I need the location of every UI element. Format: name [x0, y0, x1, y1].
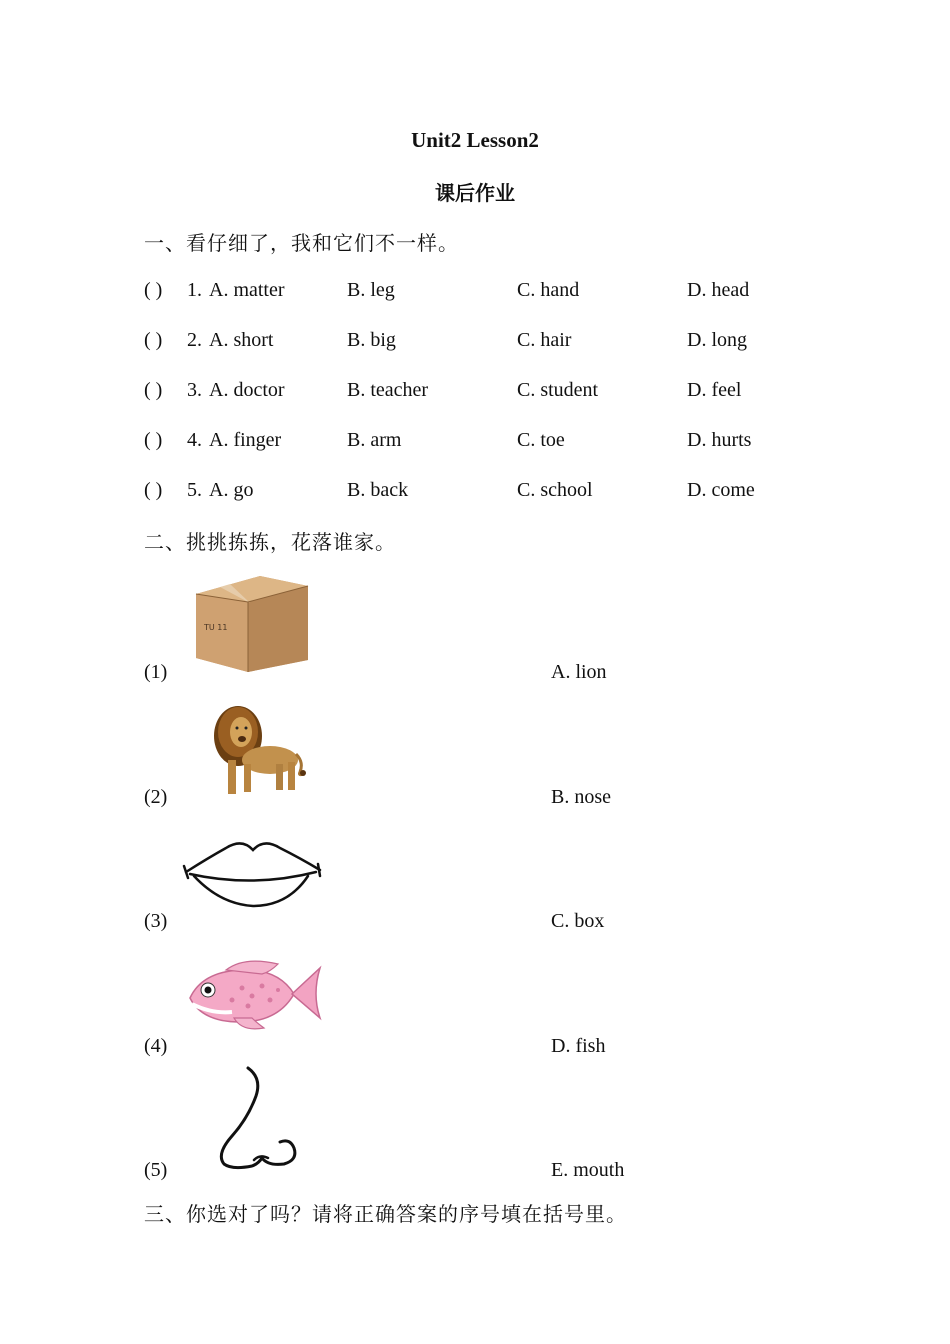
page-title: Unit2 Lesson2	[411, 128, 539, 152]
fish-picture	[182, 956, 324, 1036]
answer-blank[interactable]: ( )	[144, 329, 163, 351]
option-d: D. head	[687, 279, 750, 301]
item-number: (3)	[144, 910, 168, 932]
option-b: B. leg	[347, 279, 395, 301]
item-number: (4)	[144, 1035, 168, 1057]
question-number: 2.	[187, 329, 202, 351]
section2-heading: 二、挑挑拣拣，花落谁家。	[144, 530, 396, 554]
option-d: D. long	[687, 329, 747, 351]
option-label: C. box	[551, 910, 605, 932]
option-b: B. teacher	[347, 379, 429, 401]
option-a: A. go	[209, 479, 254, 501]
answer-blank[interactable]: ( )	[144, 429, 163, 451]
option-c: C. student	[517, 379, 599, 401]
option-d: D. hurts	[687, 429, 752, 451]
answer-blank[interactable]: ( )	[144, 279, 163, 301]
option-label: A. lion	[551, 661, 607, 683]
option-d: D. come	[687, 479, 755, 501]
lion-picture	[208, 702, 308, 798]
option-b: B. back	[347, 479, 409, 501]
answer-blank[interactable]: ( )	[144, 379, 163, 401]
mouth-picture	[180, 834, 326, 916]
option-c: C. hair	[517, 329, 572, 351]
option-d: D. feel	[687, 379, 742, 401]
option-a: A. finger	[209, 429, 282, 451]
question-number: 4.	[187, 429, 202, 451]
section1-heading: 一、看仔细了，我和它们不一样。	[144, 231, 459, 255]
option-c: C. toe	[517, 429, 565, 451]
option-b: B. big	[347, 329, 396, 351]
section3-heading: 三、你选对了吗？请将正确答案的序号填在括号里。	[144, 1202, 627, 1226]
option-a: A. short	[209, 329, 274, 351]
box-picture	[190, 572, 314, 676]
question-number: 3.	[187, 379, 202, 401]
option-label: E. mouth	[551, 1159, 625, 1181]
option-c: C. hand	[517, 279, 580, 301]
question-number: 1.	[187, 279, 202, 301]
option-c: C. school	[517, 479, 593, 501]
question-number: 5.	[187, 479, 202, 501]
answer-blank[interactable]: ( )	[144, 479, 163, 501]
page-subtitle: 课后作业	[435, 181, 515, 205]
option-label: D. fish	[551, 1035, 606, 1057]
option-label: B. nose	[551, 786, 611, 808]
option-b: B. arm	[347, 429, 402, 451]
option-a: A. matter	[209, 279, 285, 301]
nose-picture	[214, 1062, 304, 1172]
item-number: (5)	[144, 1159, 168, 1181]
box-label: TU 11	[204, 623, 228, 632]
option-a: A. doctor	[209, 379, 285, 401]
item-number: (2)	[144, 786, 168, 808]
item-number: (1)	[144, 661, 168, 683]
